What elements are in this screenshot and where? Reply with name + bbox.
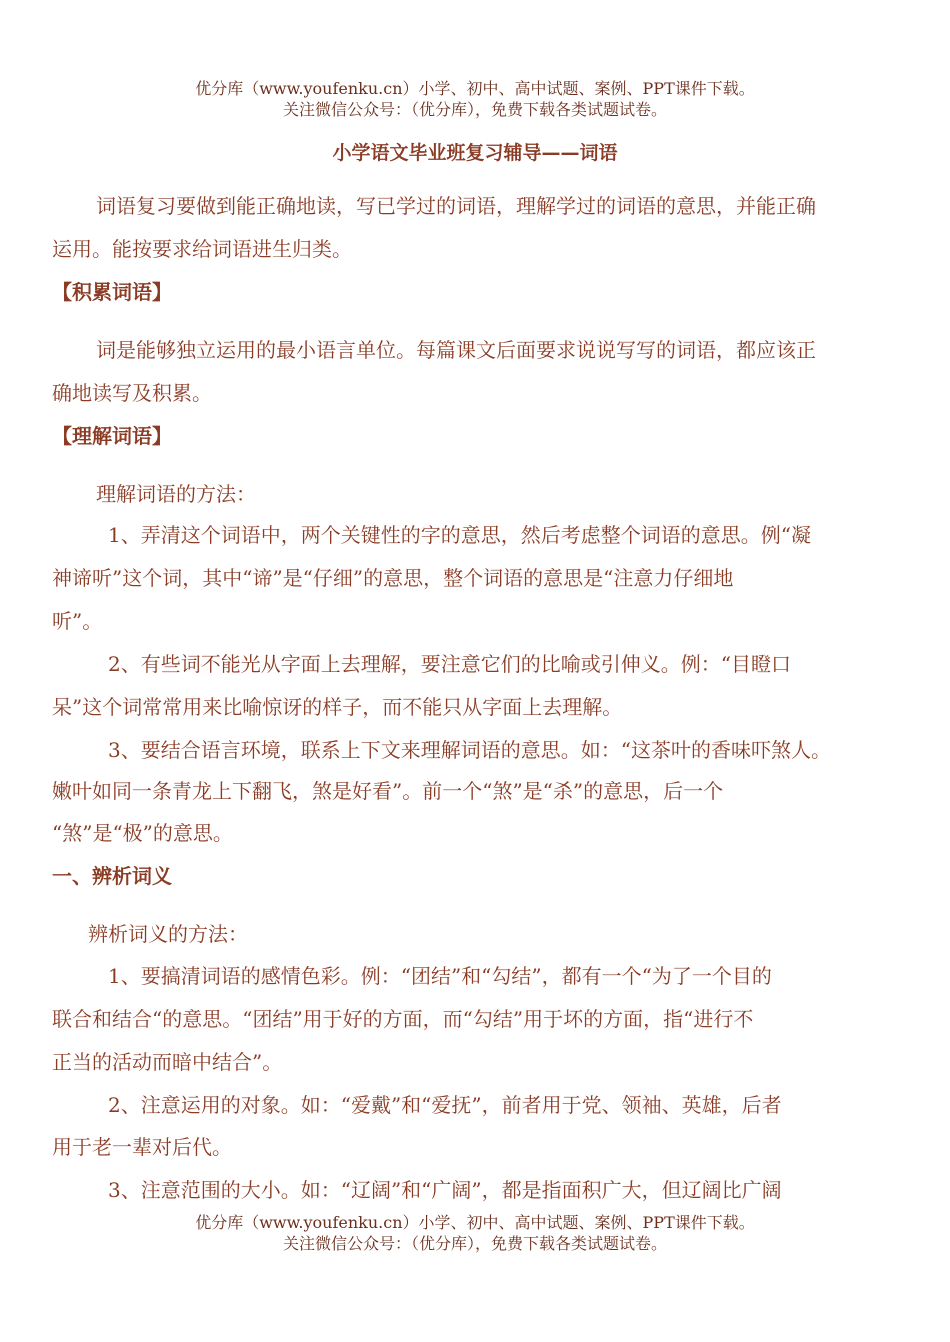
distinguish-item-3-line-1: 3、注意范围的大小。如：“辽阔”和“广阔”，都是指面积广大，但辽阔比广阔 [108,1178,782,1202]
distinguish-item-2-line-1: 2、注意运用的对象。如：“爱戴”和“爱抚”，前者用于党、领袖、英雄，后者 [108,1093,782,1117]
page-header [0,78,950,120]
document-title: 小学语文毕业班复习辅导——词语 [332,142,618,164]
intro-line-1: 词语复习要做到能正确地读，写已学过的词语，理解学过的词语的意思，并能正确 [96,194,816,218]
understand-item-1-line-3: 听”。 [52,609,103,633]
section-heading-understand: 【理解词语】 [52,424,172,448]
distinguish-item-1-line-3: 正当的活动而暗中结合”。 [52,1050,283,1074]
understand-item-2-line-2: 呆”这个词常常用来比喻惊讶的样子，而不能只从字面上去理解。 [52,695,623,719]
distinguish-intro: 辨析词义的方法： [88,922,248,946]
header-line-2: 关注微信公众号：（优分库），免费下载各类试题试卷。 [282,100,667,119]
understand-item-3-line-2: 嫩叶如同一条青龙上下翻飞，煞是好看”。前一个“煞”是“杀”的意思，后一个 [52,779,724,803]
understand-item-2-line-1: 2、有些词不能光从字面上去理解，要注意它们的比喻或引伸义。例：“目瞪口 [108,652,791,676]
distinguish-item-1-line-2: 联合和结合“的意思。“团结”用于好的方面，而“勾结”用于坏的方面，指“进行不 [52,1007,754,1031]
accumulate-line-1: 词是能够独立运用的最小语言单位。每篇课文后面要求说说写写的词语，都应该正 [96,338,816,362]
footer-line-1: 优分库（www.youfenku.cn）小学、初中、高中试题、案例、PPT课件下载。 [195,1213,755,1232]
understand-intro: 理解词语的方法： [96,482,256,506]
header-line-1: 优分库（www.youfenku.cn）小学、初中、高中试题、案例、PPT课件下载。 [195,79,755,98]
accumulate-line-2: 确地读写及积累。 [52,381,212,405]
understand-item-1-line-1: 1、弄清这个词语中，两个关键性的字的意思，然后考虑整个词语的意思。例“凝 [108,523,811,547]
understand-item-3-line-1: 3、要结合语言环境，联系上下文来理解词语的意思。如：“这茶叶的香味吓煞人。 [108,738,831,762]
page-footer [0,1212,950,1254]
distinguish-item-2-line-2: 用于老一辈对后代。 [52,1135,232,1159]
understand-item-1-line-2: 神谛听”这个词，其中“谛”是“仔细”的意思，整个词语的意思是“注意力仔细地 [52,566,734,590]
intro-line-2: 运用。能按要求给词语进生归类。 [52,237,352,261]
section-heading-distinguish: 一、辨析词义 [52,864,172,888]
footer-line-2: 关注微信公众号：（优分库），免费下载各类试题试卷。 [282,1234,667,1253]
distinguish-item-1-line-1: 1、要搞清词语的感情色彩。例：“团结”和“勾结”，都有一个“为了一个目的 [108,964,772,988]
section-heading-accumulate: 【积累词语】 [52,280,172,304]
understand-item-3-line-3: “煞”是“极”的意思。 [52,821,233,845]
